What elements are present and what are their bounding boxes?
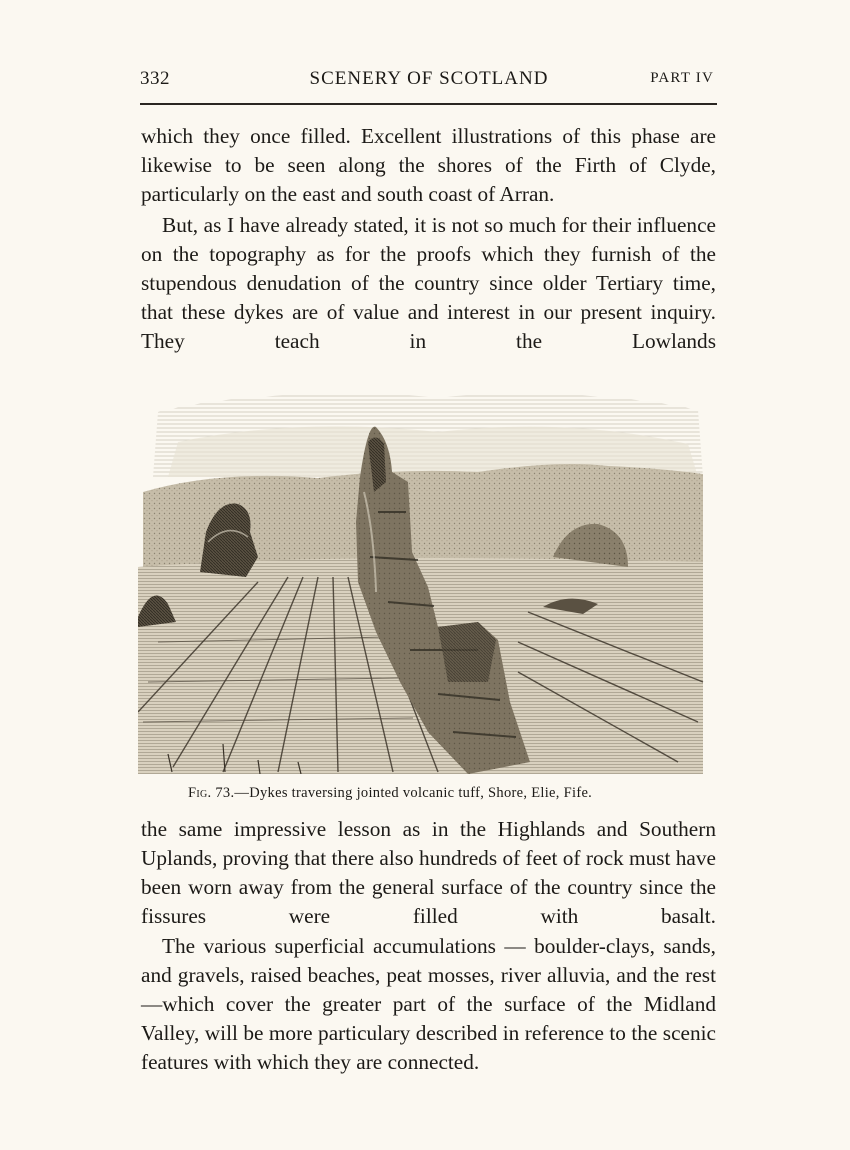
paragraph-1: which they once filled. Excellent illustrations of this phase are likewise to be seen along the shores of the Firth of Clyde, particularly on the east and south coast of Arran. (141, 124, 716, 206)
part-label: PART IV (650, 70, 714, 86)
figure-label: Fig. 73. (188, 785, 235, 801)
header-rule (140, 103, 717, 105)
running-title: SCENERY OF SCOTLAND (309, 68, 549, 89)
paragraph-4: The various superficial accumulations — boulder-clays, sands, and gravels, raised beaches, peat mosses, river alluvia, and the rest—which cover the greater part of the surface of the Midland Valley, will be more particulary described in reference to the scenic features with which they are connected. (141, 934, 716, 1074)
paragraph-3: the same impressive lesson as in the Highlands and Southern Uplands, proving that there also hundreds of feet of rock must have been worn away from the general surface of the country since the fissures were filled with basalt. (141, 817, 716, 928)
paragraph-2: But, as I have already stated, it is not so much for their influence on the topography as for the proofs which they furnish of the stupendous denudation of the country since older Tertiary time, that these dykes are of value and interest in our present inquiry. They teach in the Lowlands (141, 213, 716, 353)
figure-caption-text: —Dykes traversing jointed volcanic tuff, Shore, Elie, Fife. (234, 785, 593, 801)
page-number: 332 (140, 68, 170, 89)
running-head (140, 68, 718, 96)
figure-caption (188, 785, 668, 802)
dykes-engraving-illustration (138, 382, 708, 774)
figure-engraving (138, 382, 708, 774)
